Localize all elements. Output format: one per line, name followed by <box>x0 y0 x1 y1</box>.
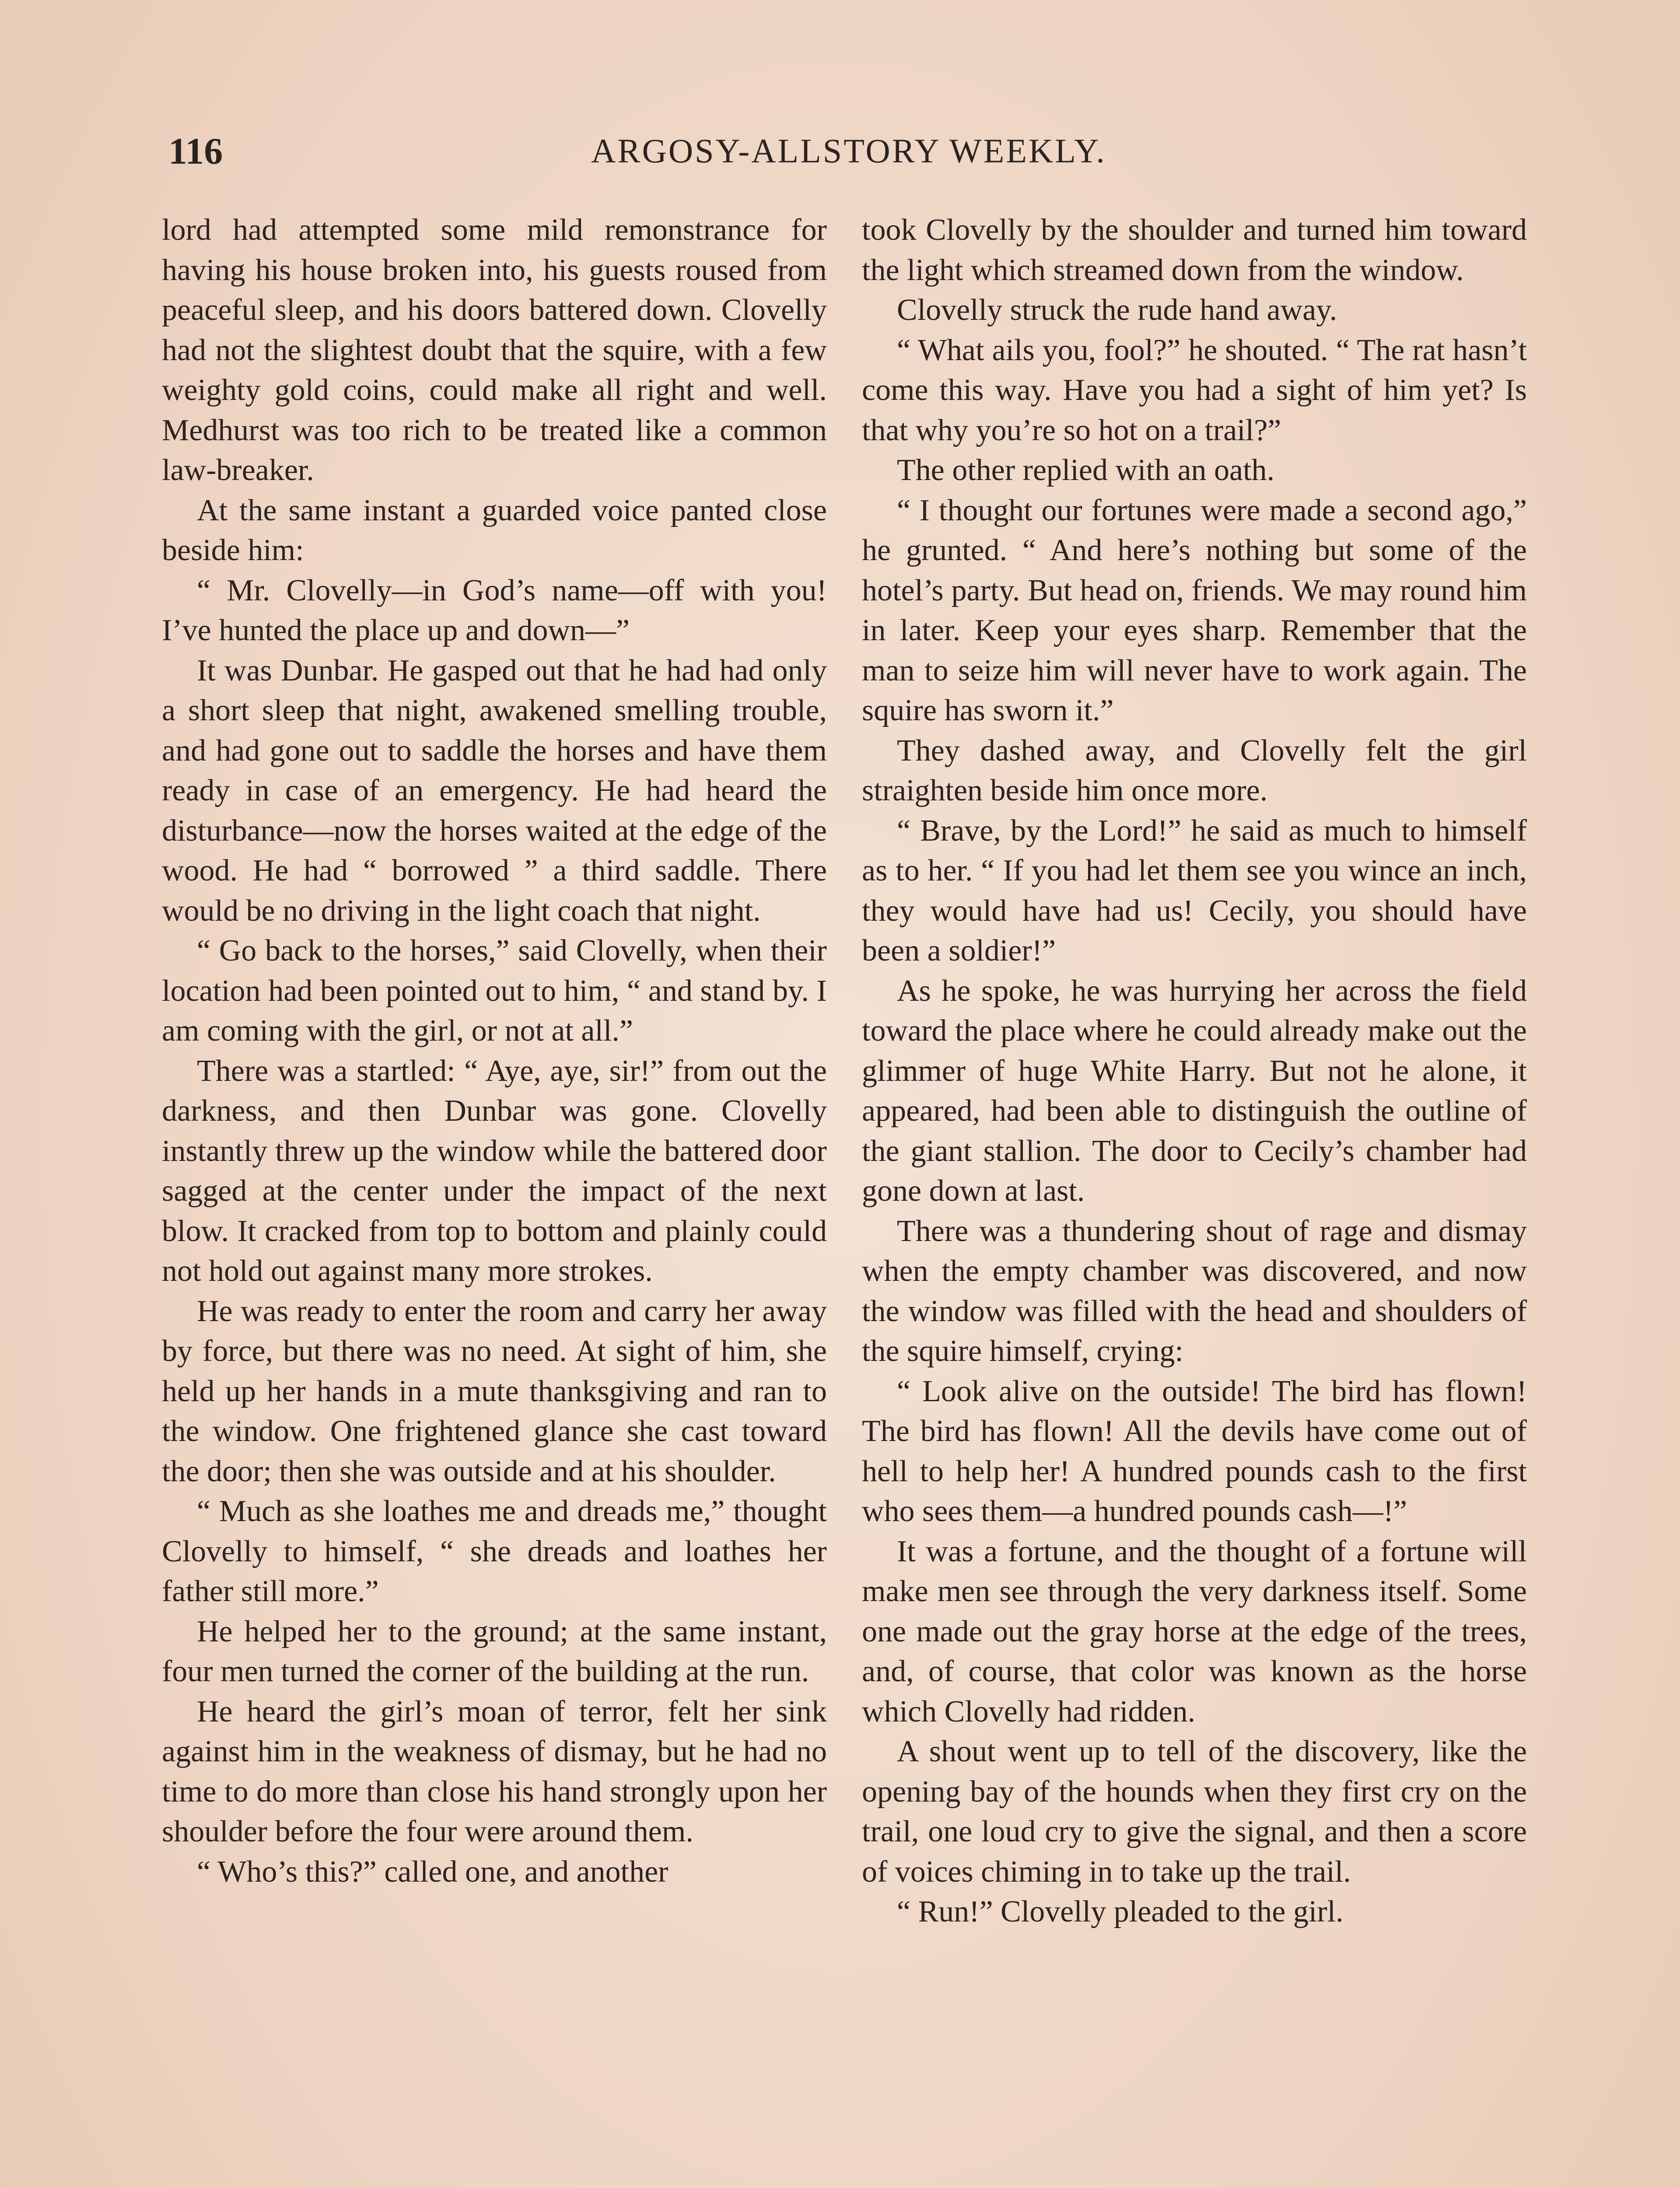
paragraph: It was a fortune, and the thought of a fortune will make men see through the very darkness itself. Some one made out the gray horse at the edge of the trees, and, of course, that color was known as the horse which Clovelly had ridden. <box>862 1534 1527 1729</box>
right-column <box>862 210 1527 1932</box>
page-number: 116 <box>168 130 223 172</box>
paragraph: He helped her to the ground; at the same instant, four men turned the corner of the building at the run. <box>162 1614 827 1688</box>
paragraph: lord had attempted some mild remonstrance for having his house broken into, his guests roused from peaceful sleep, and his doors battered down. Clovelly had not the slightest doubt that the squire, with a few weighty gold coins, could make all right and well. Medhurst was too rich to be treated like a common law-breaker. <box>162 213 827 487</box>
paragraph: There was a thundering shout of rage and dismay when the empty chamber was discovered, and now the window was filled with the head and shoulders of the squire himself, crying: <box>862 1214 1527 1368</box>
paragraph: “ Much as she loathes me and dreads me,” thought Clovelly to himself, “ she dreads and loathes her father still more.” <box>162 1494 827 1608</box>
paragraph: “ What ails you, fool?” he shouted. “ The rat hasn’t come this way. Have you had a sight of him yet? Is that why you’re so hot on a trail?” <box>862 333 1527 447</box>
paragraph: “ I thought our fortunes were made a second ago,” he grunted. “ And here’s nothing but some of the hotel’s party. But head on, friends. We may round him in later. Keep your eyes sharp. Remember that the man to seize him will never have to work again. The squire has sworn it.” <box>862 493 1527 727</box>
paragraph: “ Look alive on the outside! The bird has flown! The bird has flown! All the devils have come out of hell to help her! A hundred pounds cash to the first who sees them—a hundred pounds cash—!” <box>862 1374 1527 1528</box>
paragraph: “ Go back to the horses,” said Clovelly, when their location had been pointed out to him, “ and stand by. I am coming with the girl, or not at all.” <box>162 934 827 1048</box>
paragraph: It was Dunbar. He gasped out that he had had only a short sleep that night, awakened smelling trouble, and had gone out to saddle the horses and have them ready in case of an emergency. He had heard the disturbance—now the horses waited at the edge of the wood. He had “ borrowed ” a third saddle. There would be no driving in the light coach that night. <box>162 653 827 928</box>
left-column <box>162 210 827 1892</box>
paragraph: As he spoke, he was hurrying her across the field toward the place where he could already make out the glimmer of huge White Harry. But not he alone, it appeared, had been able to distinguish the outline of the giant stallion. The door to Cecily’s chamber had gone down at last. <box>862 974 1527 1208</box>
paragraph: “ Brave, by the Lord!” he said as much to himself as to her. “ If you had let them see you wince an inch, they would have had us! Cecily, you should have been a soldier!” <box>862 813 1527 968</box>
page-header <box>168 127 1529 175</box>
paragraph: “ Mr. Clovelly—in God’s name—off with you! I’ve hunted the place up and down—” <box>162 573 827 647</box>
paragraph: There was a startled: “ Aye, aye, sir!” from out the darkness, and then Dunbar was gone. Clovelly instantly threw up the window while the battered door sagged at the center under the impact of the next blow. It cracked from top to bottom and plainly could not hold out against many more strokes. <box>162 1054 827 1288</box>
paragraph: At the same instant a guarded voice panted close beside him: <box>162 493 827 567</box>
paragraph: Clovelly struck the rude hand away. <box>897 293 1337 327</box>
paragraph: “ Run!” Clovelly pleaded to the girl. <box>897 1895 1344 1929</box>
paragraph: “ Who’s this?” called one, and another <box>197 1855 668 1889</box>
paragraph: He heard the girl’s moan of terror, felt her sink against him in the weakness of dismay, but he had no time to do more than close his hand strongly upon her shoulder before the four were around them. <box>162 1694 827 1848</box>
paragraph: A shout went up to tell of the discovery, like the opening bay of the hounds when they first cry on the trail, one loud cry to give the signal, and then a score of voices chiming in to take up the trail. <box>862 1735 1527 1889</box>
paragraph: took Clovelly by the shoulder and turned him toward the light which streamed down from the window. <box>862 213 1527 287</box>
running-head: ARGOSY-ALLSTORY WEEKLY. <box>591 132 1106 170</box>
paragraph: They dashed away, and Clovelly felt the girl straighten beside him once more. <box>862 733 1527 807</box>
paragraph: He was ready to enter the room and carry her away by force, but there was no need. At sight of him, she held up her hands in a mute thanksgiving and ran to the window. One frightened glance she cast toward the door; then she was outside and at his shoulder. <box>162 1294 827 1488</box>
paragraph: The other replied with an oath. <box>897 453 1275 487</box>
